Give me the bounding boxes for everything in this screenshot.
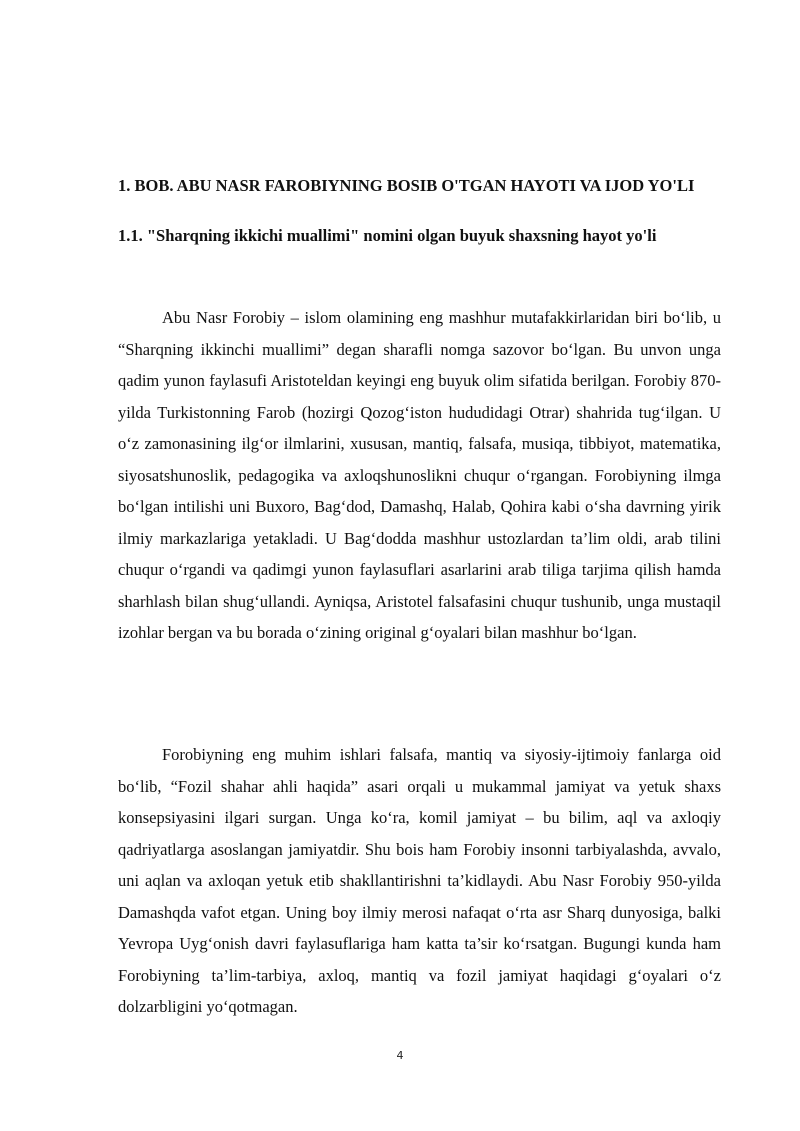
body-paragraph-2: Forobiyning eng muhim ishlari falsafa, mantiq va siyosiy-ijtimoiy fanlarga oid bo‘lib, “Fozil shahar ahli haqida” asari orqali u mukammal jamiyat va yetuk shaxs konsepsiyasini ilgari surgan. Unga ko‘ra, komil jamiyat – bu bilim, aql va axloqiy qadriyatlarga asoslangan jamiyatdir. Shu bois ham Forobiy insonni tarbiyalashda, avvalo, uni aqlan va axloqan yetuk etib shakllantirishni ta’kidlaydi. Abu Nasr Forobiy 950-yilda Damashqda vafot etgan. Uning boy ilmiy merosi nafaqat o‘rta asr Sharq dunyosiga, balki Yevropa Uyg‘onish davri faylasuflariga ham katta ta’sir ko‘rsatgan. Bugungi kunda ham Forobiyning ta’lim-tarbiya, axloq, mantiq va fozil jamiyat haqidagi g‘oyalari o‘z dolzarbligini yo‘qotmagan. (118, 745, 721, 1016)
section-title: 1.1. "Sharqning ikkichi muallimi" nomini olgan buyuk shaxsning hayot yo'li (118, 226, 657, 245)
body-paragraph-1: Abu Nasr Forobiy – islom olamining eng mashhur mutafakkirlaridan biri bo‘lib, u “Sharqning ikkinchi muallimi” degan sharafli nomga sazovor bo‘lgan. Bu unvon unga qadim yunon faylasufi Aristoteldan keyingi eng buyuk olim sifatida berilgan. Forobiy 870-yilda Turkistonning Farob (hozirgi Qozog‘iston hududidagi Otrar) shahrida tug‘ilgan. U o‘z zamonasining ilg‘or ilmlarini, xususan, mantiq, falsafa, musiqa, tibbiyot, matematika, siyosatshunoslik, pedagogika va axloqshunoslikni chuqur o‘rgangan. Forobiyning ilmga bo‘lgan intilishi uni Buxoro, Bag‘dod, Damashq, Halab, Qohira kabi o‘sha davrning yirik ilmiy markazlariga yetakladi. U Bag‘dodda mashhur ustozlardan ta’lim oldi, arab tilini chuqur o‘rgandi va qadimgi yunon faylasuflari asarlarini arab tiliga tarjima qilish hamda sharhlash bilan shug‘ullandi. Ayniqsa, Aristotel falsafasini chuqur tushunib, unga mustaqil izohlar bergan va bu borada o‘zining original g‘oyalari bilan mashhur bo‘lgan. (118, 308, 721, 642)
chapter-title: 1. BOB. ABU NASR FAROBIYNING BOSIB O'TGAN HAYOTI VA IJOD YO'LI (118, 176, 695, 195)
page-number: 4 (396, 1049, 404, 1062)
